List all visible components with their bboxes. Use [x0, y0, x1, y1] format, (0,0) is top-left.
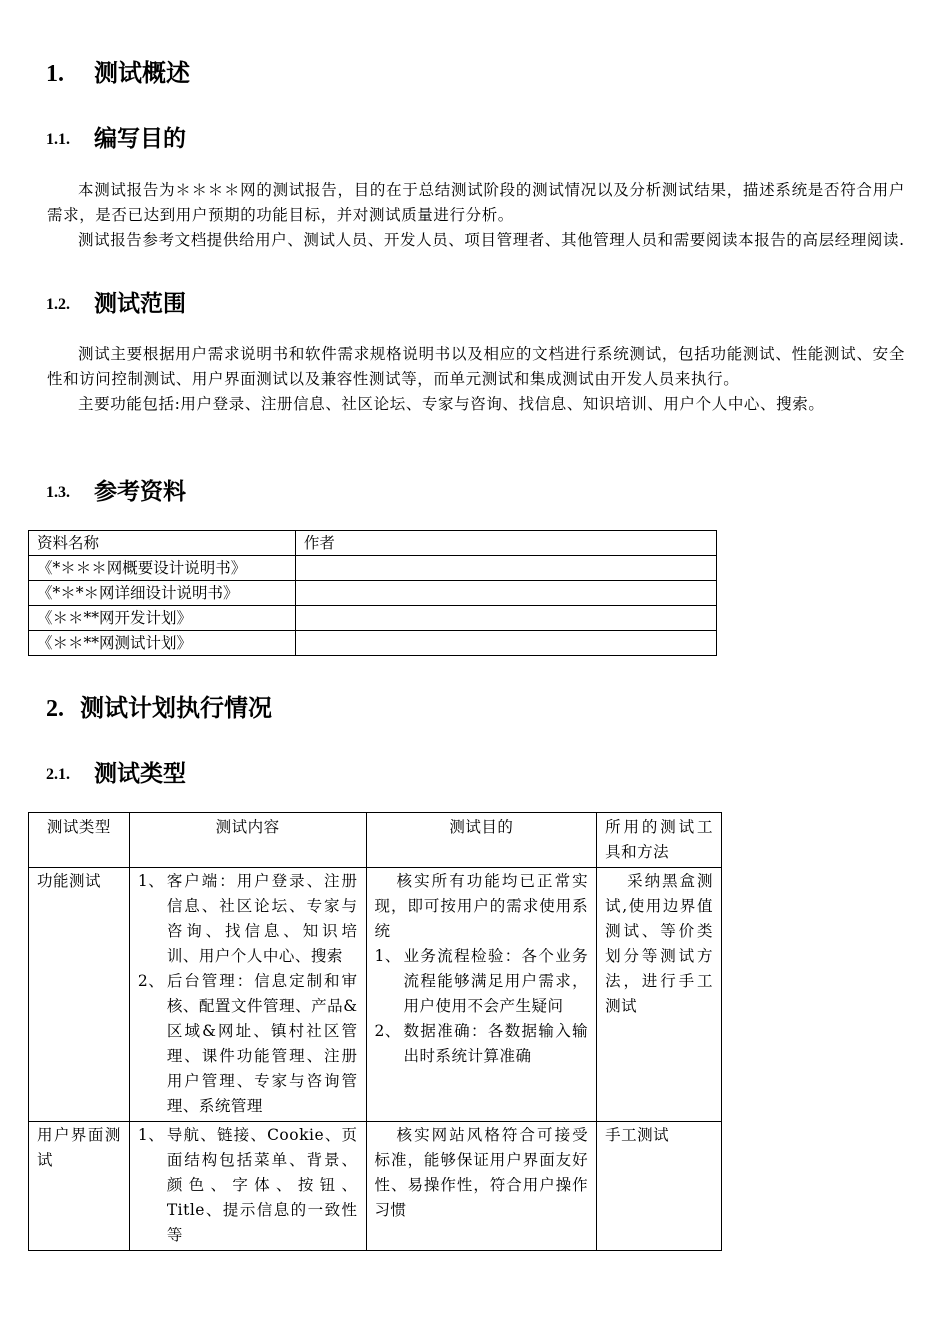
section-2-heading [46, 693, 272, 724]
table-cell-tools: 采纳黑盒测试,使用边界值测试、等价类划分等测试方法，进行手工测试 [597, 868, 722, 1122]
section-number: 1.3. [46, 484, 70, 501]
list-item [138, 1123, 358, 1248]
paragraph: 测试报告参考文档提供给用户、测试人员、开发人员、项目管理者、其他管理人员和需要阅读本报告的高层经理阅读. [78, 231, 905, 249]
list-item [375, 1019, 589, 1069]
section-title: 测试概述 [94, 58, 190, 87]
test-type-table [28, 812, 722, 1251]
table-header-cell: 所用的测试工具和方法 [597, 813, 722, 868]
section-title: 测试范围 [94, 290, 186, 317]
table-cell: 《＊＊**网开发计划》 [29, 606, 296, 631]
table-row [29, 1122, 722, 1251]
table-row [29, 556, 717, 581]
section-number: 1.1. [46, 131, 70, 148]
table-cell-type: 功能测试 [29, 868, 130, 1122]
list-item [138, 869, 358, 969]
section-1-2-heading [46, 289, 186, 320]
list-item-text: 后台管理：信息定制和审核、配置文件管理、产品&区域&网址、镇村社区管理、课件功能管理、注册用户管理、专家与咨询管理、系统管理 [166, 972, 358, 1115]
paragraph: 本测试报告为＊＊＊＊网的测试报告，目的在于总结测试阶段的测试情况以及分析测试结果，描述系统是否符合用户需求，是否已达到用户预期的功能目标，并对测试质量进行分析。 [47, 181, 905, 224]
table-header-cell: 测试内容 [129, 813, 366, 868]
section-title: 参考资料 [94, 478, 186, 505]
table-cell-content [129, 1122, 366, 1251]
table-row [29, 606, 717, 631]
table-row [29, 868, 722, 1122]
list-item [138, 969, 358, 1119]
table-header-row [29, 813, 722, 868]
table-header-cell: 测试类型 [29, 813, 130, 868]
section-title: 测试计划执行情况 [80, 693, 272, 722]
table-row [29, 631, 717, 656]
section-1-3-heading [46, 477, 186, 508]
section-title: 测试类型 [94, 760, 186, 787]
paragraph: 主要功能包括:用户登录、注册信息、社区论坛、专家与咨询、找信息、知识培训、用户个人中心、搜索。 [78, 395, 825, 413]
table-cell-purpose [366, 1122, 597, 1251]
table-cell-content [129, 868, 366, 1122]
table-header-cell: 资料名称 [29, 531, 296, 556]
table-cell [295, 581, 716, 606]
table-cell: 《*＊*＊网详细设计说明书》 [29, 581, 296, 606]
section-2-1-heading [46, 759, 186, 790]
table-cell [295, 556, 716, 581]
list-marker: 1、 [137, 1126, 165, 1144]
list-item-text: 客户端：用户登录、注册信息、社区论坛、专家与咨询、找信息、知识培训、用户个人中心、搜索 [166, 872, 358, 965]
table-cell [295, 606, 716, 631]
table-cell-purpose [366, 868, 597, 1122]
section-number: 1.2. [46, 296, 70, 313]
purpose-intro: 核实网站风格符合可接受标准，能够保证用户界面友好性、易操作性，符合用户操作习惯 [374, 1126, 589, 1219]
table-header-row [29, 531, 717, 556]
table-header-cell: 测试目的 [366, 813, 597, 868]
reference-table [28, 530, 717, 656]
list-item-text: 业务流程检验：各个业务流程能够满足用户需求，用户使用不会产生疑问 [403, 947, 589, 1015]
list-marker: 2、 [137, 972, 165, 990]
table-row [29, 581, 717, 606]
purpose-paragraphs [47, 178, 905, 253]
scope-paragraphs [47, 342, 905, 417]
section-title: 编写目的 [94, 125, 186, 152]
paragraph: 测试主要根据用户需求说明书和软件需求规格说明书以及相应的文档进行系统测试，包括功能测试、性能测试、安全性和访问控制测试、用户界面测试以及兼容性测试等，而单元测试和集成测试由开发人员来执行。 [47, 345, 905, 388]
table-cell-tools: 手工测试 [597, 1122, 722, 1251]
list-item-text: 数据准确：各数据输入输出时系统计算准确 [403, 1022, 589, 1065]
list-marker: 1、 [374, 947, 401, 965]
section-number: 2. [46, 696, 64, 722]
list-item-text: 导航、链接、Cookie、页面结构包括菜单、背景、颜色、字体、按钮、Title、提示信息的一致性等 [166, 1126, 358, 1244]
table-cell: 《＊＊**网测试计划》 [29, 631, 296, 656]
section-1-1-heading [46, 124, 186, 155]
section-number: 1. [46, 61, 64, 87]
list-marker: 1、 [137, 872, 165, 890]
table-header-cell: 作者 [295, 531, 716, 556]
table-cell: 《*＊＊＊网概要设计说明书》 [29, 556, 296, 581]
purpose-intro: 核实所有功能均已正常实现，即可按用户的需求使用系统 [374, 872, 589, 940]
section-1-heading [46, 58, 190, 89]
list-item [375, 944, 589, 1019]
section-number: 2.1. [46, 766, 70, 783]
table-cell [295, 631, 716, 656]
list-marker: 2、 [374, 1022, 401, 1040]
table-cell-type: 用户界面测试 [29, 1122, 130, 1251]
